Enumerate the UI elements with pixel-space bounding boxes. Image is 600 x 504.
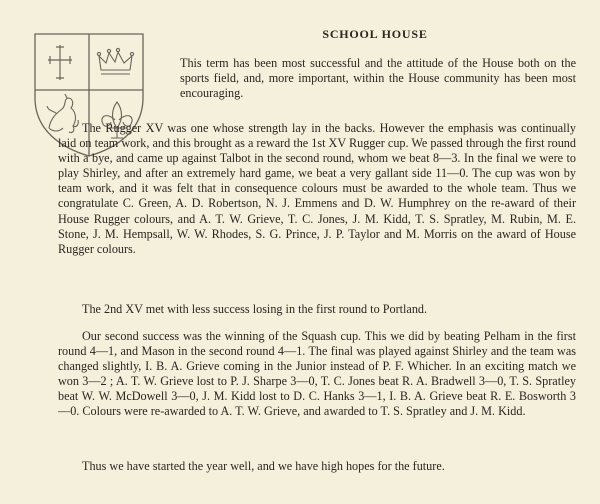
page-title: SCHOOL HOUSE xyxy=(322,27,428,41)
second-xv-paragraph xyxy=(58,302,576,317)
intro-paragraph: This term has been most successful and the attitude of the House both on the sports field, and, more important, within the House community has been most encouraging. xyxy=(180,56,576,101)
rugger-paragraph xyxy=(58,121,576,257)
second-xv-text: The 2nd XV met with less success losing in the first round to Portland. xyxy=(82,302,428,316)
cross-icon xyxy=(48,45,72,80)
squash-paragraph xyxy=(58,329,576,420)
rugger-text: The Rugger XV was one whose strength lay in the backs. However the emphasis was continually laid on team work, and this brought as a reward the 1st XV Rugger cup. We passed through the first round with a bye, and came up against Talbot in the second round, whom we beat 8—3. In the final we were to play Shirley, and after an extremely hard game, we beat a very gallant side 11—0. The cup was won by team work, and it was felt that in consequence colours must be awarded to the whole team. Thus we congratulate C. Green, A. D. Robertson, N. J. Emmens and D. W. Humphrey on the re-award of their House Rugger colours, and A. T. W. Grieve, T. C. Jones, J. M. Kidd, T. S. Spratley, M. Rubin, M. E. Stone, J. M. Hempsall, W. W. Rhodes, S. G. Prince, J. P. Taylor and M. Morris on the award of House Rugger colours. xyxy=(58,121,576,256)
crown-icon xyxy=(97,48,133,74)
closing-paragraph xyxy=(58,459,576,474)
closing-text: Thus we have started the year well, and we have high hopes for the future. xyxy=(82,459,445,473)
squash-text: Our second success was the winning of the Squash cup. This we did by beating Pelham in the first round 4—1, and Mason in the second round 4—1. The final was played against Shirley and the team was changed slightly, I. B. A. Grieve coming in the Junior instead of P. F. Whicher. In an exciting match we won 3—2 ; A. T. W. Grieve lost to P. J. Sharpe 3—0, T. C. Jones beat R. A. Bradwell 3—0, T. S. Spratley beat W. W. McDowell 3—0, J. M. Kidd lost to D. C. Hanks 3—1, I. B. A. Grieve beat R. E. Bosworth 3—0. Colours were re-awarded to A. T. W. Grieve, and awarded to T. S. Spratley and J. M. Kidd. xyxy=(58,329,576,419)
